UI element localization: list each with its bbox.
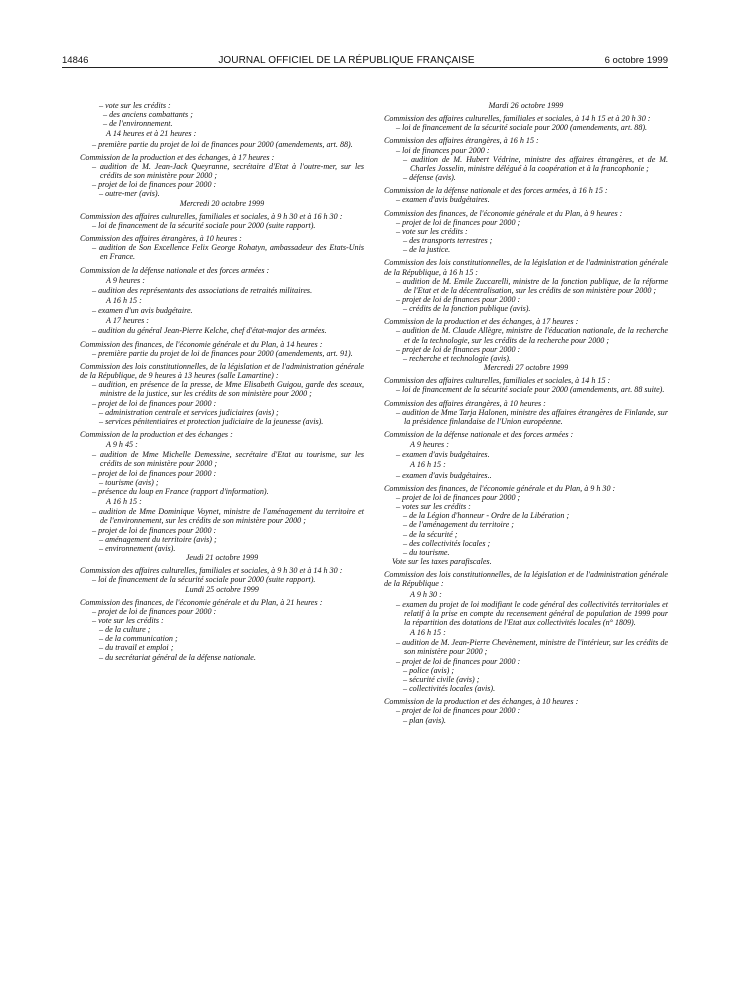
time-slot: A 9 h 30 : xyxy=(410,589,442,599)
commission-heading: Commission des affaires culturelles, familiales et sociales, à 9 h 30 et à 14 h 30 : xyxy=(80,566,343,576)
commission-heading: Commission de la défense nationale et des forces armées : xyxy=(80,265,270,275)
agenda-item: – plan (avis). xyxy=(403,715,446,725)
agenda-item: – examen du projet de loi modifiant le code général des collectivités territoriales et relatif à la prise en compte du recensement général de population de 1999 pour la répartition des dotations de l'Etat aux collectivités locales (n° 1809). xyxy=(396,599,668,627)
agenda-item: – audition, en présence de la presse, de Mme Elisabeth Guigou, garde des sceaux, ministre de la justice, sur les crédits de son ministère pour 2000 ; xyxy=(92,380,364,399)
commission-heading: Commission des affaires culturelles, familiales et sociales, à 14 h 15 et à 20 h 30 : xyxy=(384,114,651,124)
journal-title: JOURNAL OFFICIEL DE LA RÉPUBLIQUE FRANÇAISE xyxy=(218,55,475,66)
agenda-item: – sécurité civile (avis) ; xyxy=(403,674,480,684)
agenda-item: – du travail et emploi ; xyxy=(99,643,174,653)
day-heading: Mercredi 20 octobre 1999 xyxy=(179,198,265,208)
agenda-item: – projet de loi de finances pour 2000 : xyxy=(396,706,521,716)
commission-heading: Commission des affaires culturelles, familiales et sociales, à 14 h 15 : xyxy=(384,376,611,386)
day-heading: Jeudi 21 octobre 1999 xyxy=(185,553,259,563)
agenda-item: – de l'environnement. xyxy=(103,119,173,129)
commission-heading: Commission des finances, de l'économie générale et du Plan, à 14 heures : xyxy=(80,339,323,349)
agenda-item: – police (avis) ; xyxy=(403,665,455,675)
agenda-item: – outre-mer (avis). xyxy=(99,189,160,199)
agenda-item: – de la Légion d'honneur - Ordre de la Libération ; xyxy=(403,511,570,521)
agenda-item: – audition de Mme Michelle Demessine, secrétaire d'Etat au tourisme, sur les crédits de son ministère pour 2000 ; xyxy=(92,450,364,469)
agenda-item: – audition de M. Hubert Védrine, ministre des affaires étrangères, et de M. Charles Josselin, ministre délégué à la coopération et à la francophonie ; xyxy=(403,154,668,173)
agenda-item: – projet de loi de finances pour 2000 : xyxy=(396,294,521,304)
commission-heading: Commission de la défense nationale et des forces armées, à 16 h 15 : xyxy=(384,186,608,196)
agenda-item: – audition de Mme Tarja Halonen, ministre des affaires étrangères de Finlande, sur la présidence finlandaise de l'Union européenne. xyxy=(396,407,668,426)
day-heading: Mardi 26 octobre 1999 xyxy=(488,101,564,110)
commission-heading: Commission de la production et des échanges, à 17 heures : xyxy=(80,152,275,162)
agenda-item: – projet de loi de finances pour 2000 ; xyxy=(396,492,521,502)
agenda-item: – de la justice. xyxy=(403,245,451,255)
agenda-item: – loi de financement de la sécurité sociale pour 2000 (suite rapport). xyxy=(92,575,316,585)
agenda-item: – administration centrale et services judiciaires (avis) ; xyxy=(99,407,279,417)
agenda-item: – examen d'un avis budgétaire. xyxy=(92,306,193,316)
agenda-item: – première partie du projet de loi de finances pour 2000 (amendements, art. 91). xyxy=(92,348,353,358)
agenda-item: – loi de finances pour 2000 : xyxy=(396,145,490,155)
time-slot: A 16 h 15 : xyxy=(106,295,142,305)
commission-heading: Commission des affaires étrangères, à 10 heures : xyxy=(384,398,546,408)
agenda-item: – loi de financement de la sécurité sociale pour 2000 (amendements, art. 88). xyxy=(396,123,648,133)
agenda-item: – projet de loi de finances pour 2000 : xyxy=(92,525,217,535)
agenda-item: – des transports terrestres ; xyxy=(403,236,493,246)
agenda-item: – vote sur les crédits : xyxy=(92,615,164,625)
commission-heading: Commission des affaires étrangères, à 10 heures : xyxy=(80,234,242,244)
time-slot: A 9 heures : xyxy=(106,275,145,285)
time-slot: A 16 h 15 : xyxy=(106,497,142,507)
agenda-item: – projet de loi de finances pour 2000 : xyxy=(92,468,217,478)
agenda-item: – audition de Son Excellence Felix George Rohatyn, ambassadeur des Etats-Unis en France. xyxy=(92,243,364,262)
commission-heading: Commission des lois constitutionnelles, de la législation et de l'administration générale de la République, de 9 heures à 13 heures (salle Lamartine) : xyxy=(80,361,364,381)
agenda-item: – audition de M. Jean-Pierre Chevènement, ministre de l'intérieur, sur les crédits de son ministère pour 2000 ; xyxy=(396,638,668,657)
commission-heading: Commission des finances, de l'économie générale et du Plan, à 9 h 30 : xyxy=(384,483,616,493)
agenda-item: – aménagement du territoire (avis) ; xyxy=(99,534,217,544)
commission-heading: Commission des finances, de l'économie générale et du Plan, à 21 heures : xyxy=(80,597,323,607)
left-column xyxy=(80,101,364,662)
agenda-item: – projet de loi de finances pour 2000 : xyxy=(92,606,217,616)
agenda-item: – de la communication ; xyxy=(99,634,178,644)
agenda-item: – vote sur les crédits : xyxy=(99,101,171,110)
agenda-item: – votes sur les crédits : xyxy=(396,502,471,512)
agenda-item: – environnement (avis). xyxy=(99,543,176,553)
time-slot: A 14 heures et à 21 heures : xyxy=(106,129,197,139)
time-slot: A 16 h 15 : xyxy=(410,628,446,638)
agenda-item: – projet de loi de finances pour 2000 : xyxy=(92,180,217,190)
agenda-item: – première partie du projet de loi de finances pour 2000 (amendements, art. 88). xyxy=(92,139,353,149)
agenda-note: Vote sur les taxes parafiscales. xyxy=(392,557,492,567)
page-header xyxy=(62,50,668,66)
agenda-item: – du tourisme. xyxy=(403,547,450,557)
agenda-item: – collectivités locales (avis). xyxy=(403,684,496,694)
day-heading: Mercredi 27 octobre 1999 xyxy=(483,363,569,373)
page-number: 14846 xyxy=(62,55,89,66)
agenda-item: – recherche et technologie (avis). xyxy=(403,353,511,363)
agenda-item: – de l'aménagement du territoire ; xyxy=(403,520,514,530)
issue-date: 6 octobre 1999 xyxy=(604,55,668,66)
agenda-item: – projet de loi de finances pour 2000 : xyxy=(92,398,217,408)
agenda-item: – projet de loi de finances pour 2000 : xyxy=(396,344,521,354)
time-slot: A 9 heures : xyxy=(410,440,449,450)
agenda-item: – loi de financement de la sécurité sociale pour 2000 (amendements, art. 88 suite). xyxy=(396,385,665,395)
agenda-item: – services pénitentiaires et protection judiciaire de la jeunesse (avis). xyxy=(99,416,324,426)
agenda-item: – audition du général Jean-Pierre Kelche, chef d'état-major des armées. xyxy=(92,326,327,336)
agenda-item: – audition de M. Jean-Jack Queyranne, secrétaire d'Etat à l'outre-mer, sur les crédits de son ministère pour 2000 ; xyxy=(92,161,364,181)
time-slot: A 16 h 15 : xyxy=(410,460,446,470)
agenda-item: – audition de M. Claude Allègre, ministre de l'éducation nationale, de la recherche et de la technologie, sur les crédits de la recherche pour 2000 ; xyxy=(396,326,668,345)
agenda-item: – examen d'avis budgétaires. xyxy=(396,450,490,460)
agenda-item: – du secrétariat général de la défense nationale. xyxy=(99,652,256,662)
agenda-item: – des anciens combattants ; xyxy=(103,110,193,120)
agenda-item: – projet de loi de finances pour 2000 ; xyxy=(396,217,521,227)
commission-heading: Commission des affaires étrangères, à 16 h 15 : xyxy=(384,136,539,146)
agenda-item: – examen d'avis budgétaires.. xyxy=(396,470,492,480)
agenda-item: – audition des représentants des associations de retraités militaires. xyxy=(92,285,313,295)
agenda-item: – de la sécurité ; xyxy=(403,529,458,539)
agenda-item: – audition de Mme Dominique Voynet, ministre de l'aménagement du territoire et de l'environnement, sur les crédits de son ministère pour 2000 ; xyxy=(92,507,364,526)
agenda-item: – présence du loup en France (rapport d'information). xyxy=(92,486,269,496)
agenda-item: – projet de loi de finances pour 2000 : xyxy=(396,656,521,666)
commission-heading: Commission de la défense nationale et des forces armées : xyxy=(384,430,574,439)
commission-heading: Commission des affaires culturelles, familiales et sociales, à 9 h 30 et à 16 h 30 : xyxy=(80,211,343,221)
commission-heading: Commission de la production et des échanges : xyxy=(80,430,233,439)
time-slot: A 9 h 45 : xyxy=(106,440,138,450)
day-heading: Lundi 25 octobre 1999 xyxy=(185,584,259,594)
commission-heading: Commission des lois constitutionnelles, de la législation et de l'administration générale de la République, à 16 h 15 : xyxy=(384,258,668,277)
agenda-item: – tourisme (avis) ; xyxy=(99,477,159,487)
right-column xyxy=(384,101,668,725)
commission-heading: Commission des lois constitutionnelles, de la législation et de l'administration générale de la République : xyxy=(384,570,668,589)
commission-heading: Commission des finances, de l'économie générale et du Plan, à 9 heures : xyxy=(384,208,623,218)
agenda-item: – audition de M. Emile Zuccarelli, ministre de la fonction publique, de la réforme de l'Etat et de la décentralisation, sur les crédits de son ministère pour 2000 ; xyxy=(396,276,668,295)
agenda-item: – des collectivités locales ; xyxy=(403,538,491,548)
agenda-item: – vote sur les crédits : xyxy=(396,226,468,236)
header-rule xyxy=(62,67,668,68)
agenda-item: – examen d'avis budgétaires. xyxy=(396,195,490,205)
agenda-item: – loi de financement de la sécurité sociale pour 2000 (suite rapport). xyxy=(92,220,316,230)
agenda-item: – crédits de la fonction publique (avis). xyxy=(403,304,531,314)
agenda-item: – de la culture ; xyxy=(99,625,151,635)
commission-heading: Commission de la production et des échanges, à 10 heures : xyxy=(384,697,579,707)
time-slot: A 17 heures : xyxy=(106,316,149,326)
agenda-item: – défense (avis). xyxy=(403,173,456,183)
commission-heading: Commission de la production et des échanges, à 17 heures : xyxy=(384,317,579,327)
